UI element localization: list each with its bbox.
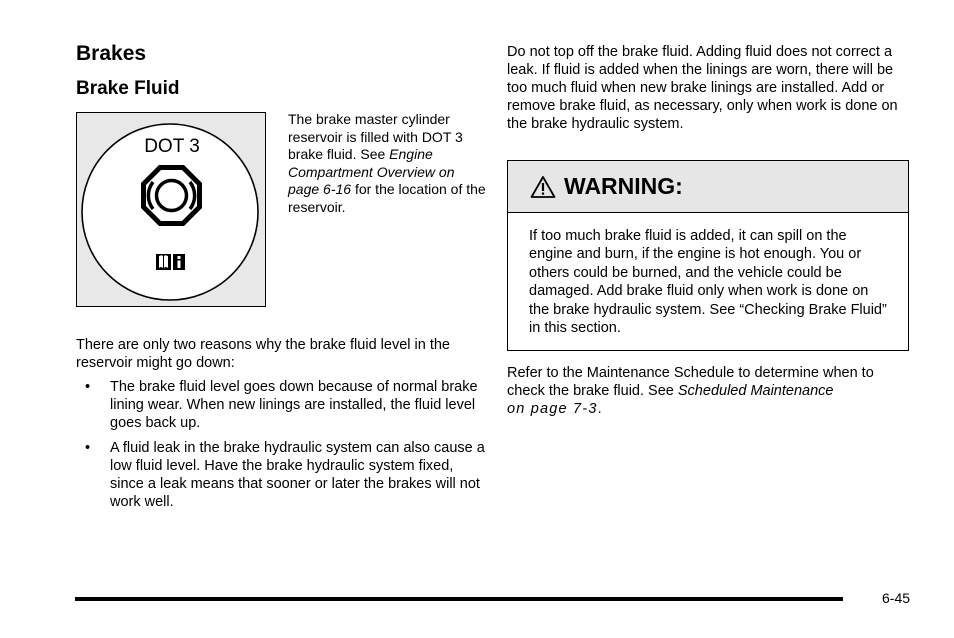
warning-title: WARNING: xyxy=(564,173,683,199)
list-item-text: A fluid leak in the brake hydraulic system can also cause a low fluid level. Have the brake hydraulic system fixed, since a leak means that sooner or later the brakes will not work well. xyxy=(110,440,485,510)
warning-body: If too much brake fluid is added, it can spill on the engine and burn, if the engine is hot enough. You or others could be burned, and the vehicle could be damaged. Add brake fluid only when work is done on the brake hydraulic system. See “Checking Brake Fluid” in this section. xyxy=(529,228,887,337)
reasons-list xyxy=(76,378,486,518)
top-off-paragraph: Do not top off the brake fluid. Adding fluid does not correct a leak. If fluid is added when the linings are worn, there will be too much fluid when new brake linings are installed. Add or remove brake fluid, as necessary, only when work is done on the brake hydraulic system. xyxy=(507,44,898,132)
reservoir-cap-figure xyxy=(76,112,266,307)
list-item xyxy=(76,439,486,511)
caption-text: The brake master cylinder reservoir is filled with DOT 3 brake fluid. See xyxy=(288,111,463,163)
intro-paragraph: There are only two reasons why the brake fluid level in the reservoir might go down: xyxy=(76,337,450,371)
warning-triangle-icon xyxy=(530,175,556,199)
figure-caption xyxy=(288,111,488,217)
page-reference-link[interactable]: on page 7-3 xyxy=(507,401,598,417)
list-item-text: The brake fluid level goes down because of normal brake lining wear. When new linings are installed, the fluid level goes back up. xyxy=(110,379,478,431)
caption-cross-reference-link[interactable]: Engine Compartment Overview on page 6-16 xyxy=(288,146,455,198)
caption-text-end: for the location of the reservoir. xyxy=(288,181,486,215)
list-item xyxy=(76,378,486,432)
schedule-text: Refer to the Maintenance Schedule to determine when to check the brake fluid. See xyxy=(507,365,874,399)
bullet-icon: • xyxy=(85,440,91,456)
page-number: 6-45 xyxy=(882,590,911,606)
schedule-text-end: . xyxy=(597,401,602,417)
owner-manual-info-icon xyxy=(156,254,185,270)
warning-header xyxy=(508,161,908,213)
subsection-heading: Brake Fluid xyxy=(76,78,180,99)
bullet-icon: • xyxy=(85,379,91,395)
footer-rule xyxy=(75,597,843,601)
reservoir-cap-illustration xyxy=(77,113,265,306)
dot3-label: DOT 3 xyxy=(144,136,200,157)
brake-warning-symbol-icon xyxy=(141,165,202,226)
schedule-paragraph xyxy=(507,364,907,418)
warning-box xyxy=(507,160,909,351)
scheduled-maintenance-link[interactable]: Scheduled Maintenance xyxy=(677,383,834,399)
section-heading: Brakes xyxy=(76,42,147,65)
